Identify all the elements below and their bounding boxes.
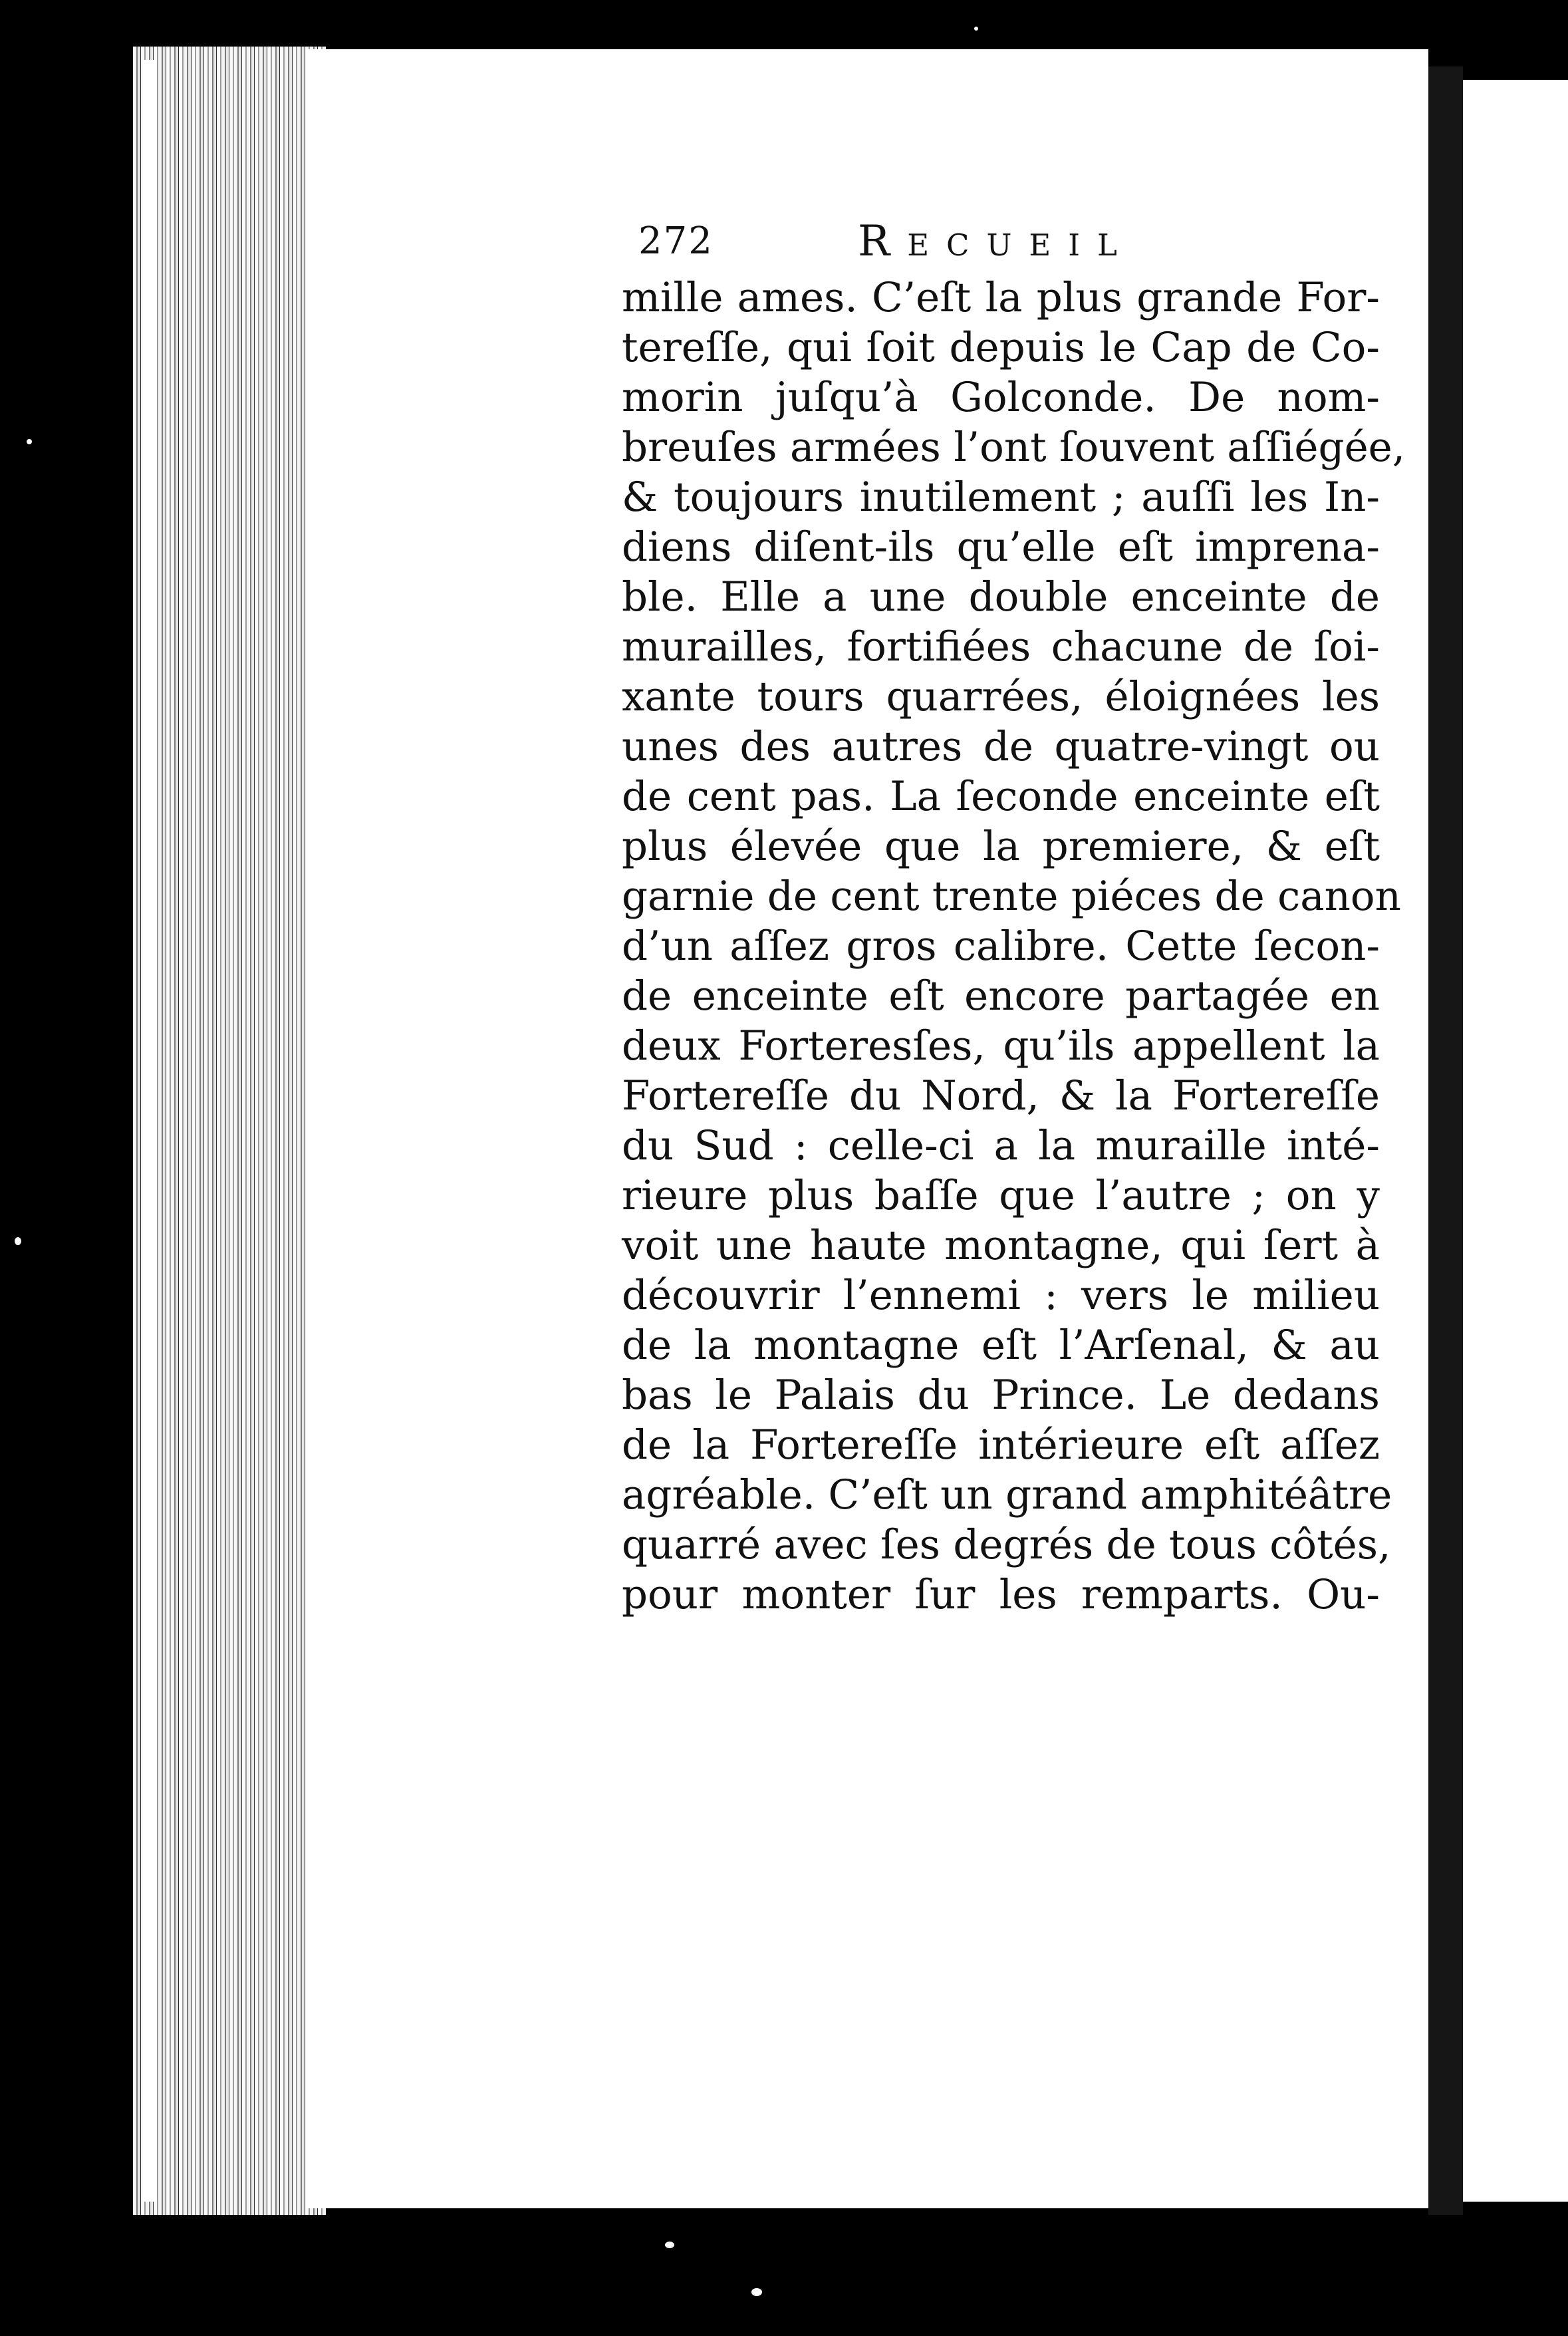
text-line: breuſes armées l’ont ſouvent aſſiégée, bbox=[622, 424, 1406, 471]
body-text bbox=[622, 273, 1406, 1620]
text-line: ble. Elle a une double enceinte de bbox=[622, 573, 1380, 621]
text-line: & toujours inutilement ; auſſi les In- bbox=[622, 474, 1380, 521]
text-line: de cent pas. La ſeconde enceinte eſt bbox=[622, 773, 1380, 820]
text-line: xante tours quarrées, éloignées les bbox=[622, 673, 1380, 720]
text-line: rieure plus baſſe que l’autre ; on y bbox=[622, 1172, 1380, 1219]
text-line: Fortereſſe du Nord, & la Fortereſſe bbox=[622, 1072, 1380, 1119]
facing-page-edge bbox=[1463, 80, 1568, 2202]
scan-speck bbox=[27, 439, 32, 444]
text-line: deux Forteresſes, qu’ils appellent la bbox=[622, 1022, 1380, 1070]
text-line: découvrir l’ennemi : vers le milieu bbox=[622, 1272, 1380, 1319]
gutter-shadow bbox=[1428, 67, 1463, 2215]
text-line: unes des autres de quatre-vingt ou bbox=[622, 723, 1380, 770]
text-line: pour monter ſur les remparts. Ou- bbox=[622, 1571, 1380, 1618]
text-line: tereſſe, qui ſoit depuis le Cap de Co- bbox=[622, 324, 1380, 371]
text-line: bas le Palais du Prince. Le dedans bbox=[622, 1372, 1380, 1419]
scan-speck bbox=[974, 27, 978, 31]
text-line: d’un aſſez gros calibre. Cette ſecon- bbox=[622, 923, 1380, 970]
text-line: morin juſqu’à Golconde. De nom- bbox=[622, 374, 1380, 421]
text-line: plus élevée que la premiere, & eſt bbox=[622, 823, 1380, 870]
text-line: de enceinte eſt encore partagée en bbox=[622, 972, 1380, 1020]
running-head: Recueil bbox=[858, 217, 1134, 266]
page-edge-stack bbox=[133, 47, 326, 2215]
text-line: garnie de cent trente piéces de canon bbox=[622, 873, 1401, 920]
page-number: 272 bbox=[638, 219, 714, 263]
page-edge-highlight bbox=[143, 60, 156, 2202]
text-line: quarré avec ſes degrés de tous côtés, bbox=[622, 1521, 1391, 1568]
text-line: de la Fortereſſe intérieure eſt aſſez bbox=[622, 1421, 1380, 1469]
text-line: murailles, fortifiées chacune de ſoi- bbox=[622, 623, 1380, 670]
text-line: voit une haute montagne, qui ſert à bbox=[622, 1222, 1380, 1269]
page-header bbox=[638, 219, 1383, 279]
text-line: du Sud : celle-ci a la muraille inté- bbox=[622, 1122, 1380, 1169]
scan-speck bbox=[665, 2242, 674, 2248]
text-line: diens diſent-ils qu’elle eſt imprena- bbox=[622, 523, 1380, 571]
text-line: de la montagne eſt l’Arſenal, & au bbox=[622, 1322, 1380, 1369]
text-line: mille ames. C’eſt la plus grande For- bbox=[622, 274, 1380, 321]
scan-speck bbox=[751, 2288, 762, 2296]
scan-speck bbox=[15, 1237, 21, 1245]
text-line: agréable. C’eſt un grand amphitéâtre bbox=[622, 1471, 1392, 1519]
